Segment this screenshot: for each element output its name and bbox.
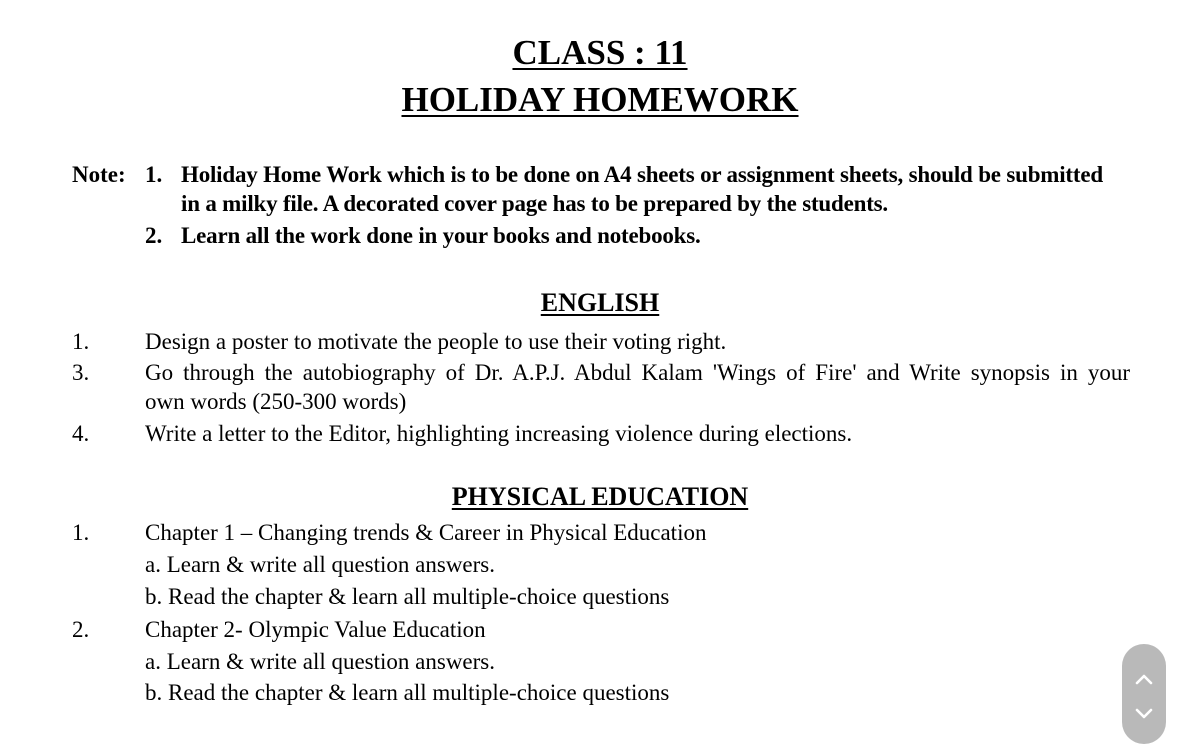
english-item-number: 1. bbox=[72, 329, 90, 354]
note-item-line: Holiday Home Work which is to be done on A4 sheets or assignment sheets, should be submitted bbox=[181, 162, 1103, 187]
note-item-line: in a milky file. A decorated cover page has to be prepared by the students. bbox=[181, 191, 888, 216]
english-item-line: Go through the autobiography of Dr. A.P.J. Abdul Kalam 'Wings of Fire' and Write synopsis in your bbox=[145, 360, 1130, 385]
pe-item-line: a. Learn & write all question answers. bbox=[145, 649, 495, 674]
note-item-line: Learn all the work done in your books and notebooks. bbox=[181, 223, 701, 248]
pe-item-line: b. Read the chapter & learn all multiple-choice questions bbox=[145, 680, 670, 705]
pe-item-line: b. Read the chapter & learn all multiple-choice questions bbox=[145, 584, 670, 609]
note-item-number: 1. bbox=[145, 162, 163, 187]
page-scroll-control[interactable] bbox=[1122, 644, 1166, 744]
class-title: CLASS : 11 bbox=[512, 33, 688, 72]
english-section-title: ENGLISH bbox=[540, 288, 660, 317]
english-item-number: 3. bbox=[72, 360, 90, 385]
pe-item-number: 1. bbox=[72, 520, 90, 545]
pe-item-number: 2. bbox=[72, 617, 90, 642]
note-label: Note: bbox=[72, 162, 126, 187]
english-item-number: 4. bbox=[72, 421, 90, 446]
note-item-number: 2. bbox=[145, 223, 163, 248]
chevron-down-icon[interactable] bbox=[1134, 704, 1154, 724]
pe-item-line: Chapter 1 – Changing trends & Career in Physical Education bbox=[145, 520, 707, 545]
pe-item-line: a. Learn & write all question answers. bbox=[145, 552, 495, 577]
english-item-line: Design a poster to motivate the people to use their voting right. bbox=[145, 329, 727, 354]
homework-title: HOLIDAY HOMEWORK bbox=[401, 80, 799, 119]
english-item-line: Write a letter to the Editor, highlighting increasing violence during elections. bbox=[145, 421, 853, 446]
english-item-line: own words (250-300 words) bbox=[145, 389, 407, 414]
pe-item-line: Chapter 2- Olympic Value Education bbox=[145, 617, 486, 642]
physical-education-section-title: PHYSICAL EDUCATION bbox=[451, 482, 749, 511]
chevron-up-icon[interactable] bbox=[1134, 669, 1154, 689]
